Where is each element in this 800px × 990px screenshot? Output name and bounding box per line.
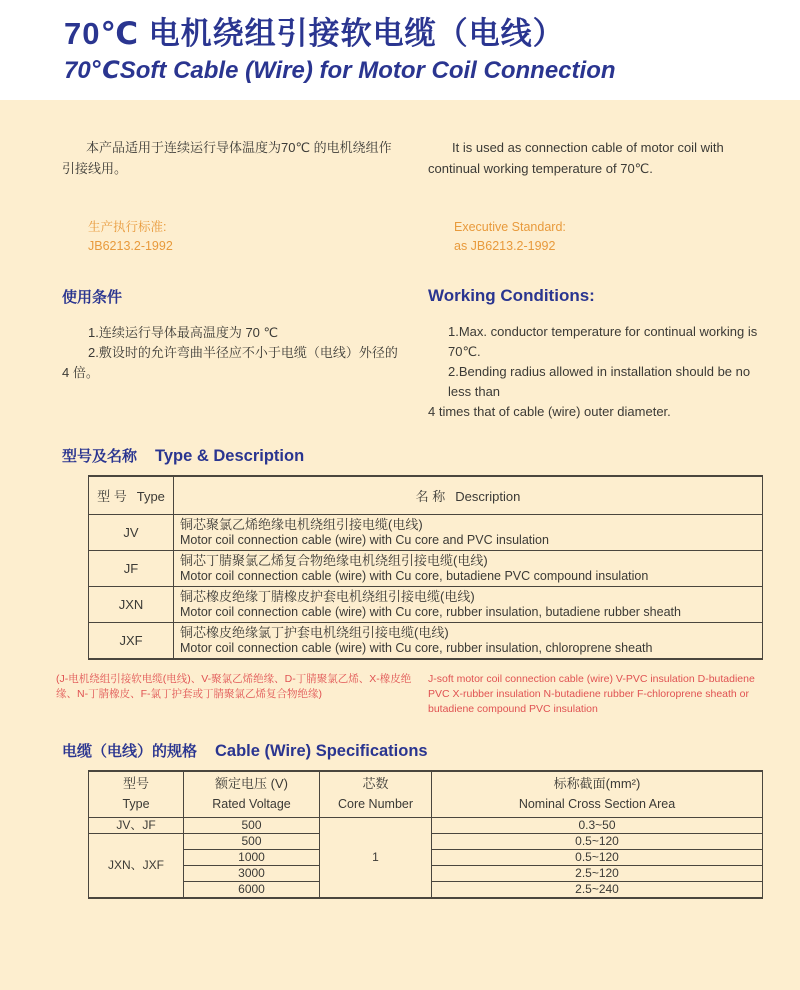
table-row [89,818,763,834]
condition-line: 2.敷设时的允许弯曲半径应不小于电缆（电线）外径的 [88,345,398,360]
description-en: Motor coil connection cable (wire) with Cu core, rubber insulation, butadiene rubber sheath [180,604,681,619]
conditions-list-zh [62,323,398,383]
description-en: Motor coil connection cable (wire) with Cu core, rubber insulation, chloroprene sheath [180,640,653,655]
spec-section-header-en: Nominal Cross Section Area [518,797,676,812]
spec-voltage-cell: 500 [184,834,320,850]
spec-type-cell: JXN、JXF [89,834,184,898]
abbreviation-notes [0,672,800,717]
table-row [89,514,763,550]
spec-core-header-en: Core Number [337,797,414,812]
type-section-heading [0,445,800,466]
table-row [89,586,763,622]
spec-table-header-row [89,771,763,818]
conditions-heading-zh: 使用条件 [62,289,123,306]
spec-section-cell: 0.5~120 [432,850,763,866]
description-column-header-zh: 名 称 [415,488,446,504]
executive-standard-en [428,218,760,256]
spec-type-header-en: Type [122,797,150,812]
type-description [174,586,763,622]
description-zh: 铜芯橡皮绝缘氯丁护套电机绕组引接电缆(电线) [180,624,449,640]
type-code: JF [89,550,174,586]
type-description [174,514,763,550]
spec-voltage-cell: 1000 [184,850,320,866]
abbreviation-note-en: J-soft motor coil connection cable (wire) V-PVC insulation D-butadiene PVC X-rubber insulation N-butadiene rubber F-chloroprene sheath or butadiene compound PVC insulation [428,672,755,715]
spec-core-header [320,771,432,818]
type-description [174,550,763,586]
spec-type-header [89,771,184,818]
description-column-header [174,476,763,514]
type-table-header-row [89,476,763,514]
type-code: JXF [89,622,174,659]
description-column-header-en: Description [455,488,521,504]
type-description [174,622,763,659]
spec-voltage-cell: 500 [184,818,320,834]
type-section-heading-zh: 型号及名称 [62,448,138,465]
working-conditions-zh [62,286,398,422]
page-title-zh: 70℃ 电机绕组引接软电缆（电线） [64,16,565,51]
page-title-en: 70℃Soft Cable (Wire) for Motor Coil Connection [64,57,616,84]
intro-paragraph-zh: 本产品适用于连续运行导体温度为70℃ 的电机绕组作引接线用。 [62,140,392,176]
type-column-header-zh: 型 号 [97,488,127,504]
spec-voltage-cell: 3000 [184,866,320,882]
page-body [0,100,800,990]
spec-type-cell: JV、JF [89,818,184,834]
table-row [89,550,763,586]
conditions-list-en [428,322,760,422]
executive-standard-zh [62,218,398,256]
standard-label-zh: 生产执行标准: [88,220,167,234]
description-zh: 铜芯聚氯乙烯绝缘电机绕组引接电缆(电线) [180,516,423,532]
spec-type-header-zh: 型号 [122,776,149,792]
condition-line: 1.Max. conductor temperature for continual working is 70℃. [448,324,758,359]
spec-section-header-zh: 标称截面(mm²) [553,776,641,792]
spec-voltage-header-zh: 额定电压 (V) [215,776,288,792]
spec-voltage-header-en: Rated Voltage [212,797,291,812]
spec-section-cell: 2.5~240 [432,882,763,898]
type-column-header [89,476,174,514]
standard-label-en: Executive Standard: [454,220,566,234]
type-code: JV [89,514,174,550]
working-conditions-en [428,286,760,422]
condition-line: 2.Bending radius allowed in installation should be no less than [448,364,751,399]
spec-section-cell: 0.5~120 [432,834,763,850]
spec-section-heading-en: Cable (Wire) Specifications [215,741,428,760]
working-conditions-row [0,286,800,422]
description-en: Motor coil connection cable (wire) with Cu core and PVC insulation [180,532,549,547]
spec-section-heading [0,740,800,761]
description-zh: 铜芯橡皮绝缘丁腈橡皮护套电机绕组引接电缆(电线) [180,588,475,604]
type-section-heading-en: Type & Description [155,447,305,465]
type-code: JXN [89,586,174,622]
spec-section-header [432,771,763,818]
spec-section-cell: 2.5~120 [432,866,763,882]
type-description-table [88,475,763,660]
spec-core-number-cell: 1 [320,818,432,898]
standard-row [0,218,800,256]
spec-core-header-zh: 芯数 [362,776,389,792]
intro-row [0,124,800,192]
description-en: Motor coil connection cable (wire) with Cu core, butadiene PVC compound insulation [180,568,649,583]
description-zh: 铜芯丁腈聚氯乙烯复合物绝缘电机绕组引接电缆(电线) [180,552,488,568]
abbreviation-note-zh: (J-电机绕组引接软电缆(电线)、V-聚氯乙烯绝缘、D-丁腈聚氯乙烯、X-橡皮绝缘、N-丁腈橡皮、F-氯丁护套或丁腈聚氯乙烯复合物绝缘) [56,672,412,700]
spec-section-heading-zh: 电缆（电线）的规格 [62,742,198,760]
spec-voltage-header [184,771,320,818]
standard-value-en: as JB6213.2-1992 [454,239,556,253]
spec-section-cell: 0.3~50 [432,818,763,834]
type-column-header-en: Type [136,488,165,504]
spec-voltage-cell: 6000 [184,882,320,898]
table-row [89,622,763,659]
condition-line: 4 倍。 [62,365,99,380]
condition-line: 1.连续运行导体最高温度为 70 ℃ [88,325,279,340]
conditions-heading-en: Working Conditions: [428,286,595,305]
standard-value-zh: JB6213.2-1992 [88,239,173,253]
specifications-table [88,770,763,899]
page-header [0,0,800,100]
intro-paragraph-en: It is used as connection cable of motor coil with continual working temperature of 70℃. [428,140,724,176]
condition-line: 4 times that of cable (wire) outer diameter. [428,404,671,419]
